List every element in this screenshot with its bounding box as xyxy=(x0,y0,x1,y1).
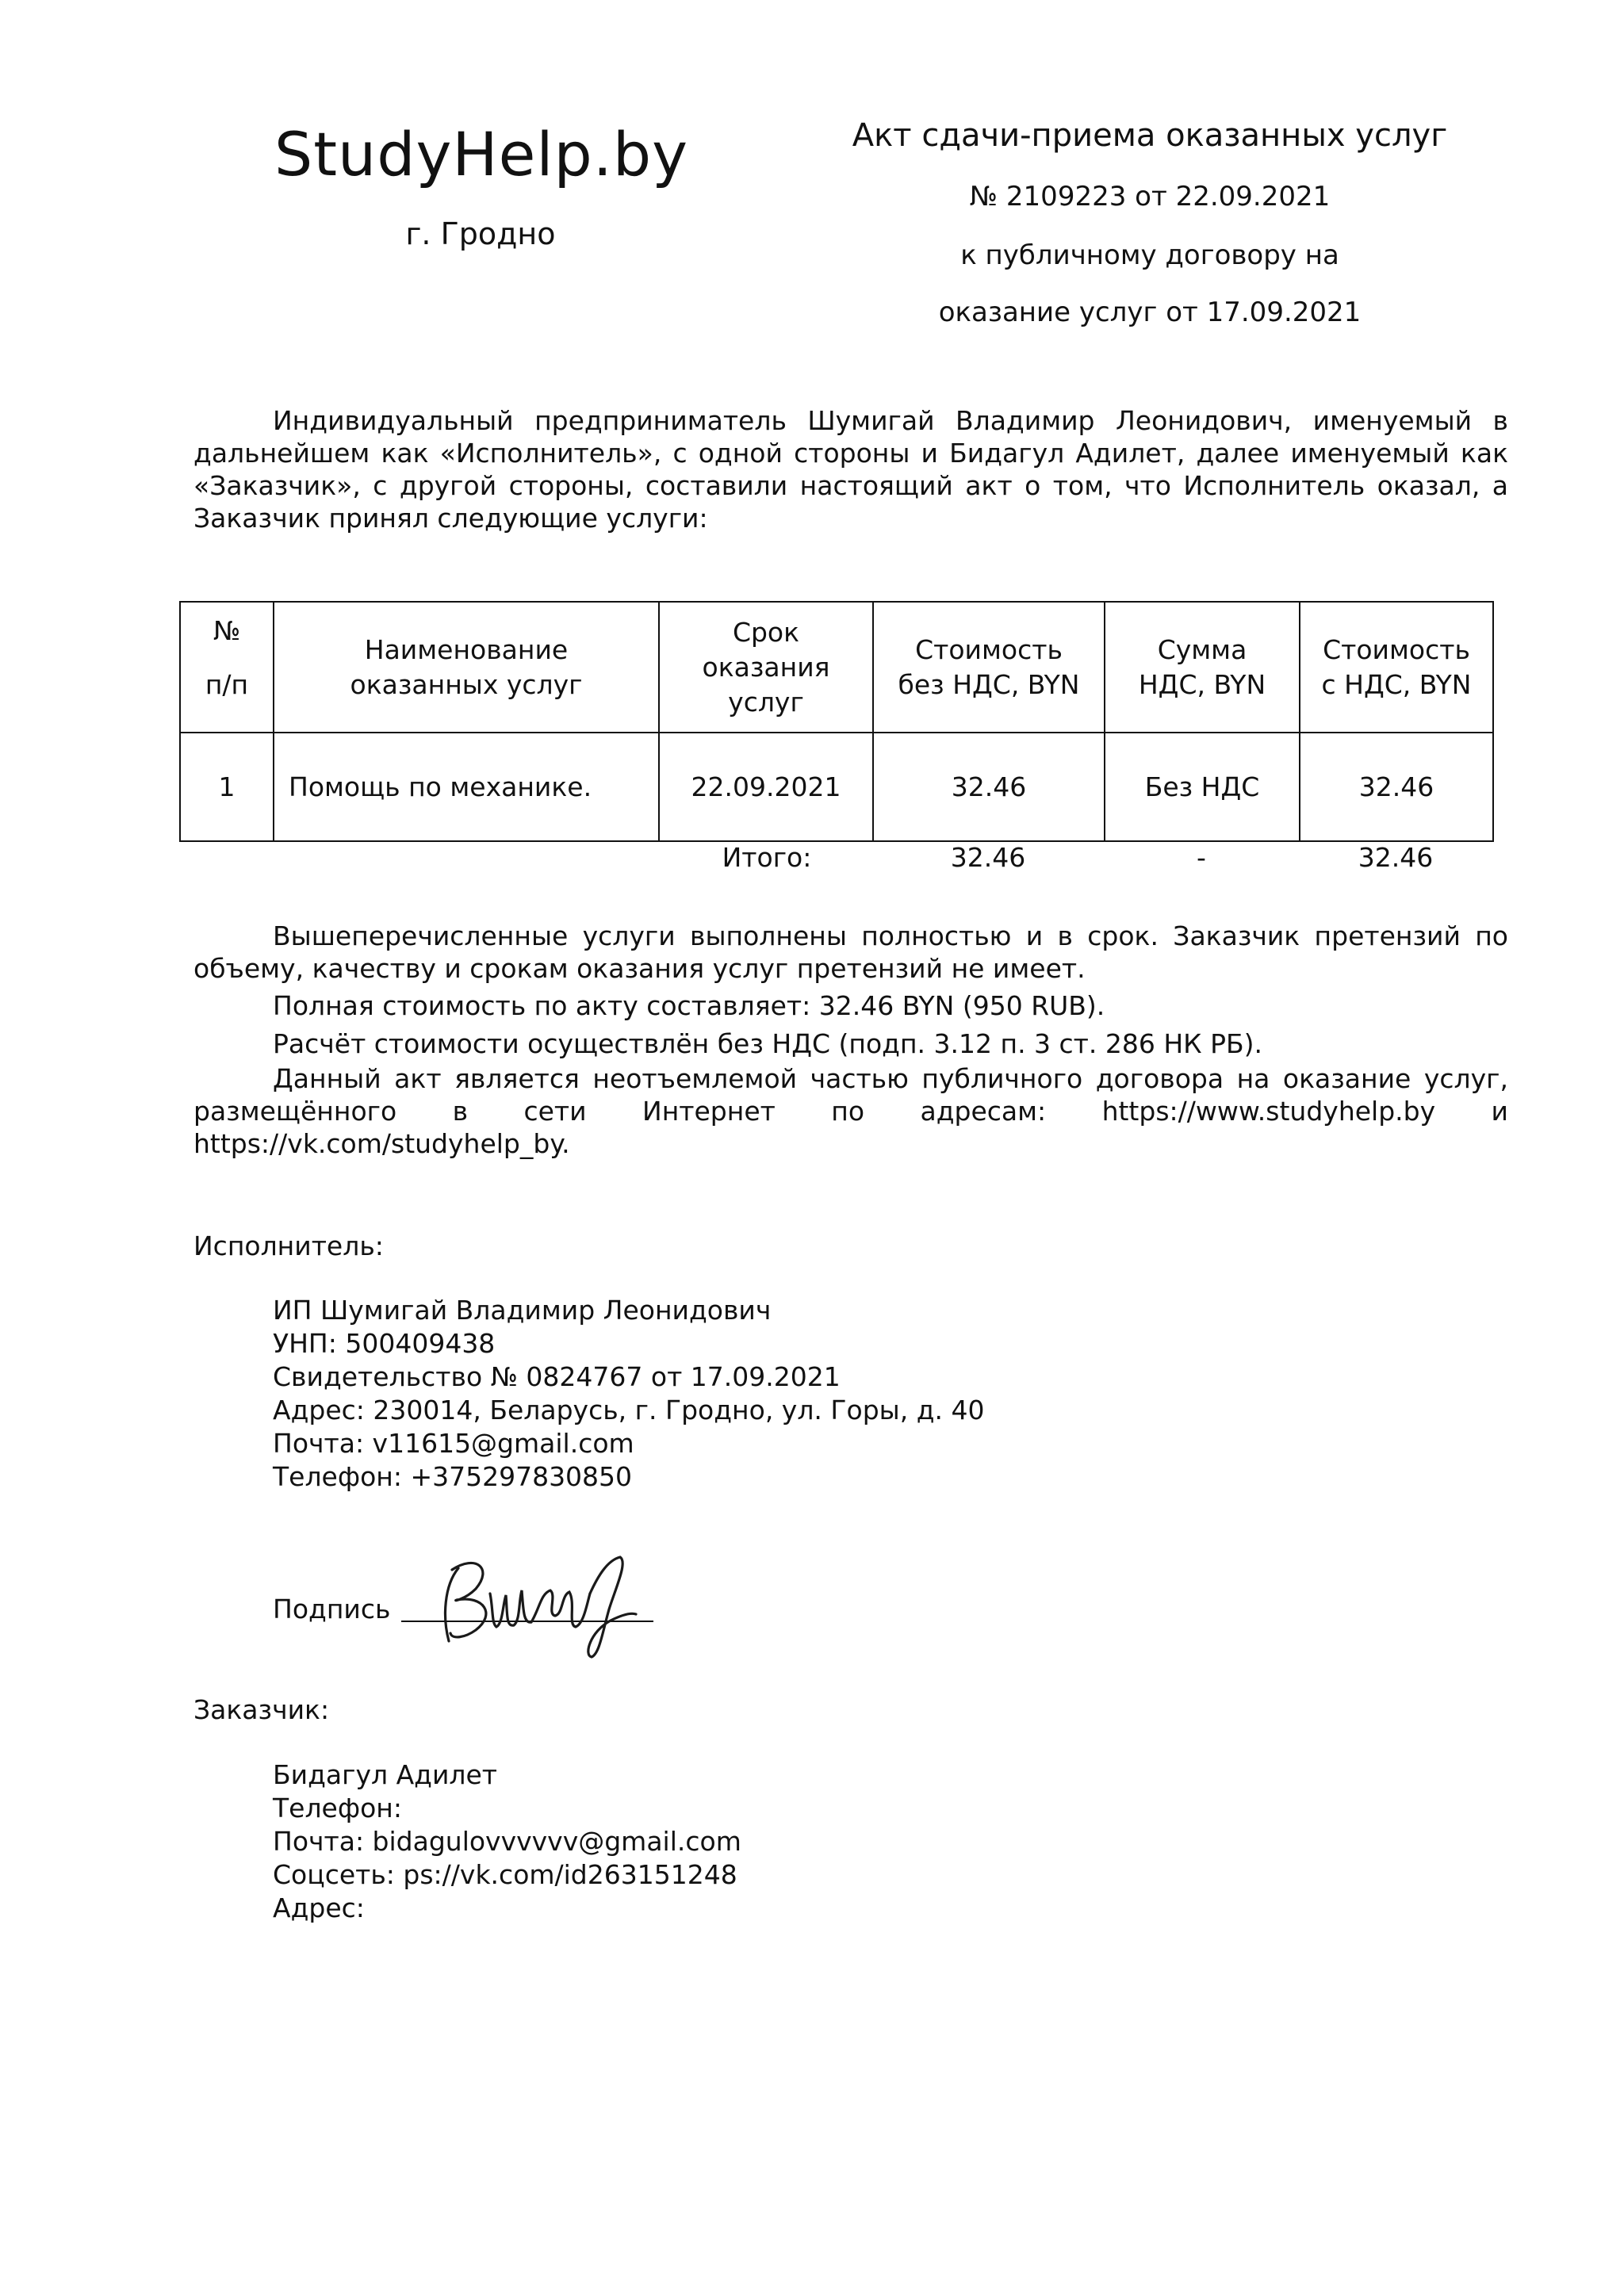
header-cost-no-vat-line1: Стоимость xyxy=(915,633,1063,665)
header-cost-with-vat-line1: Стоимость xyxy=(1323,633,1470,665)
header-cost-with-vat-line2: с НДС, BYN xyxy=(1321,668,1472,700)
contract-note-paragraph xyxy=(193,1062,1508,1160)
handwritten-signature xyxy=(420,1538,658,1665)
header-term xyxy=(659,602,873,733)
header-service-name-line2: оказанных услуг xyxy=(350,668,583,700)
header-number-sub: п/п xyxy=(205,669,249,700)
customer-label: Заказчик: xyxy=(193,1694,330,1725)
completion-paragraph xyxy=(193,920,1508,985)
header-cost-with-vat xyxy=(1300,602,1493,733)
table-row xyxy=(180,733,1493,841)
customer-details xyxy=(273,1758,741,1925)
contractor-address: Адрес: 230014, Беларусь, г. Гродно, ул. Горы, д. 40 xyxy=(273,1395,985,1425)
row-number: 1 xyxy=(180,733,274,841)
header-term-line3: услуг xyxy=(728,686,804,718)
customer-email: Почта: bidagulovvvvvv@gmail.com xyxy=(273,1826,741,1857)
signature-label: Подпись xyxy=(273,1594,391,1624)
totals-cost-with-vat: 32.46 xyxy=(1358,842,1434,873)
customer-phone: Телефон: xyxy=(273,1793,402,1823)
contract-reference-line1: к публичному договору на xyxy=(960,239,1339,271)
header-vat xyxy=(1105,602,1300,733)
header-vat-line2: НДС, BYN xyxy=(1138,668,1266,700)
table-header-row xyxy=(180,602,1493,733)
header-number-symbol: № xyxy=(213,615,241,646)
contractor-certificate: Свидетельство № 0824767 от 17.09.2021 xyxy=(273,1361,841,1392)
brand-title: StudyHelp.by xyxy=(274,119,689,189)
intro-text: Индивидуальный предприниматель Шумигай Владимир Леонидович, именуемый в дальнейшем как «Исполнитель», с одной стороны и Бидагул Адилет, далее именуемый как «Заказчик», с другой стороны, составили настоящий акт о том, что Исполнитель оказал, а Заказчик принял следующие услуги: xyxy=(193,405,1508,534)
total-cost-paragraph xyxy=(193,989,1508,1022)
act-number: № 2109223 от 22.09.2021 xyxy=(969,181,1331,212)
vat-note-paragraph xyxy=(193,1027,1508,1060)
row-service-name: Помощь по механике. xyxy=(274,733,659,841)
totals-vat: - xyxy=(1197,842,1206,873)
customer-social: Соцсеть: ps://vk.com/id263151248 xyxy=(273,1859,737,1890)
contractor-email: Почта: v11615@gmail.com xyxy=(273,1428,634,1459)
header-vat-line1: Сумма xyxy=(1157,633,1247,665)
header-cost-no-vat-line2: без НДС, BYN xyxy=(898,668,1080,700)
totals-label: Итого: xyxy=(722,842,812,873)
contractor-label: Исполнитель: xyxy=(193,1230,384,1261)
header-service-name-line1: Наименование xyxy=(364,633,569,665)
completion-text: Вышеперечисленные услуги выполнены полностью и в срок. Заказчик претензий по объему, качеству и срокам оказания услуг претензий не имеет. xyxy=(193,920,1508,984)
row-cost-with-vat: 32.46 xyxy=(1300,733,1493,841)
contractor-phone: Телефон: +375297830850 xyxy=(273,1461,633,1492)
total-cost-text: Полная стоимость по акту составляет: 32.46 BYN (950 RUB). xyxy=(273,990,1105,1021)
totals-cost-no-vat: 32.46 xyxy=(950,842,1026,873)
contract-reference-line2: оказание услуг от 17.09.2021 xyxy=(938,297,1362,328)
contractor-name: ИП Шумигай Владимир Леонидович xyxy=(273,1295,772,1326)
contractor-details xyxy=(273,1294,984,1494)
city-label: г. Гродно xyxy=(405,216,556,251)
header-term-line1: Срок xyxy=(732,616,800,648)
act-title: Акт сдачи-приема оказанных услуг xyxy=(852,117,1448,154)
intro-paragraph xyxy=(193,404,1508,534)
services-table xyxy=(179,601,1494,842)
customer-name: Бидагул Адилет xyxy=(273,1759,498,1790)
contract-note-text: Данный акт является неотъемлемой частью публичного договора на оказание услуг, размещённого в сети Интернет по адресам: https://www.studyhelp.by и https://vk.com/studyhelp_by. xyxy=(193,1063,1508,1159)
header-term-line2: оказания xyxy=(702,651,830,683)
row-vat: Без НДС xyxy=(1105,733,1300,841)
header-number xyxy=(180,602,274,733)
vat-note-text: Расчёт стоимости осуществлён без НДС (подп. 3.12 п. 3 ст. 286 НК РБ). xyxy=(273,1028,1262,1059)
header-cost-no-vat xyxy=(873,602,1105,733)
row-cost-no-vat: 32.46 xyxy=(873,733,1105,841)
customer-address: Адрес: xyxy=(273,1892,365,1923)
row-date: 22.09.2021 xyxy=(659,733,873,841)
header-service-name xyxy=(274,602,659,733)
contractor-unp: УНП: 500409438 xyxy=(273,1328,496,1359)
